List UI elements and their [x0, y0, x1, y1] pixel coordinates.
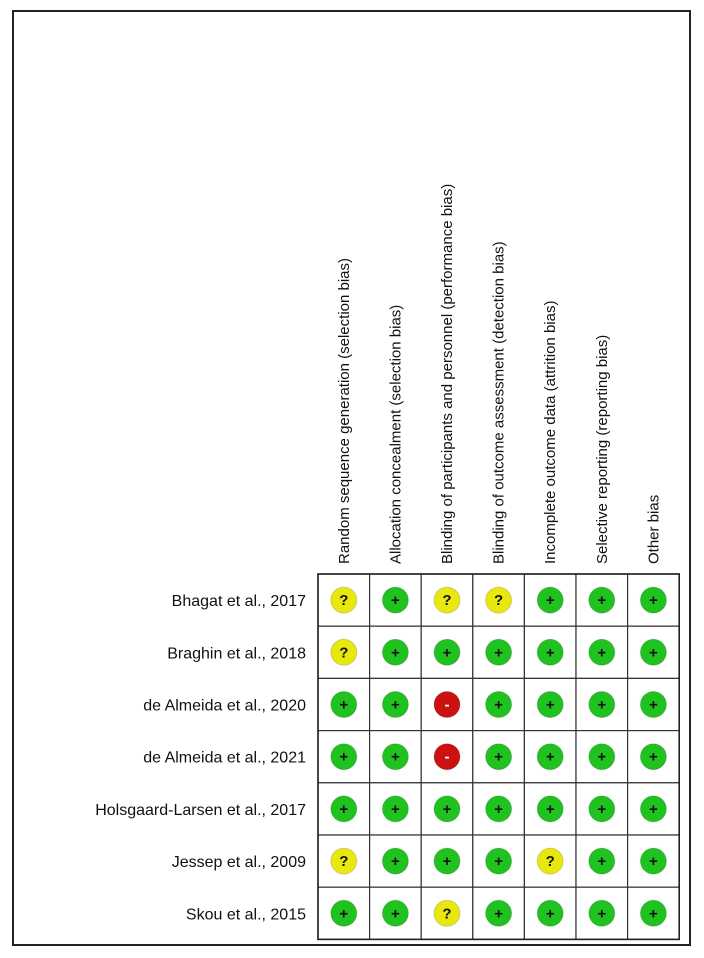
judgement-symbol: + — [649, 853, 658, 871]
judgement-symbol: + — [494, 644, 503, 662]
domain-label-6: Selective reporting (reporting bias) — [593, 334, 611, 564]
judgement-symbol: + — [597, 853, 607, 871]
judgement-symbol: + — [597, 905, 607, 923]
study-label-5: Holsgaard-Larsen et al., 2017 — [95, 801, 306, 819]
judgement-symbol: + — [391, 592, 400, 610]
judgement-symbol: + — [339, 905, 349, 923]
judgement-symbol: ? — [442, 592, 452, 610]
judgement-symbol: + — [649, 748, 658, 766]
judgement-symbol: + — [494, 800, 503, 818]
judgement-symbol: + — [597, 748, 607, 766]
judgement-symbol: + — [339, 696, 349, 714]
judgement-symbol: + — [597, 644, 607, 662]
judgement-symbol: + — [391, 696, 400, 714]
judgement-symbol: ? — [442, 905, 452, 923]
judgement-symbol: + — [649, 905, 658, 923]
judgement-symbol: + — [545, 644, 555, 662]
study-label-3: de Almeida et al., 2020 — [143, 697, 306, 715]
study-label-7: Skou et al., 2015 — [185, 906, 306, 924]
domain-labels — [336, 184, 663, 564]
judgement-symbol: + — [442, 800, 452, 818]
judgement-symbol: + — [649, 644, 658, 662]
judgement-symbol: ? — [494, 592, 504, 610]
judgement-symbol: - — [444, 696, 450, 714]
judgement-symbol: + — [545, 696, 555, 714]
study-label-4: de Almeida et al., 2021 — [143, 749, 306, 767]
judgement-symbol: + — [494, 696, 503, 714]
judgement-symbol: + — [494, 853, 503, 871]
judgement-symbol: + — [391, 800, 400, 818]
judgement-symbol: + — [391, 853, 400, 871]
judgement-symbol: + — [545, 748, 555, 766]
domain-label-1: Random sequence generation (selection bias) — [335, 257, 353, 564]
judgement-symbol: + — [649, 592, 658, 610]
judgement-symbol: ? — [339, 592, 349, 610]
study-label-6: Jessep et al., 2009 — [171, 854, 306, 872]
domain-label-2: Allocation concealment (selection bias) — [387, 304, 405, 564]
judgement-symbol: + — [597, 592, 607, 610]
study-labels — [95, 593, 306, 923]
judgement-symbol: + — [649, 800, 658, 818]
domain-label-3: Blinding of participants and personnel (performance bias) — [439, 183, 456, 564]
judgement-symbol: + — [494, 748, 503, 766]
judgement-symbol: + — [442, 644, 452, 662]
judgement-symbol: ? — [545, 853, 555, 871]
study-label-2: Braghin et al., 2018 — [167, 645, 306, 663]
judgement-symbol: + — [545, 592, 555, 610]
domain-label-7: Other bias — [645, 494, 663, 564]
judgement-symbol: + — [597, 696, 607, 714]
judgement-symbol: ? — [339, 853, 349, 871]
domain-label-4: Blinding of outcome assessment (detection bias) — [490, 241, 508, 564]
judgement-symbol: + — [545, 905, 555, 923]
domain-label-5: Incomplete outcome data (attrition bias) — [542, 300, 560, 564]
study-label-1: Bhagat et al., 2017 — [171, 593, 306, 611]
judgement-symbol: + — [391, 748, 400, 766]
judgement-symbol: + — [391, 644, 400, 662]
judgement-symbol: + — [649, 696, 658, 714]
judgement-symbol: + — [597, 800, 607, 818]
judgement-symbol: ? — [339, 644, 349, 662]
judgement-symbol: + — [339, 800, 349, 818]
judgement-symbol: + — [494, 905, 503, 923]
judgement-symbol: + — [545, 800, 555, 818]
judgement-symbol: + — [442, 853, 452, 871]
judgement-symbol: - — [444, 748, 450, 766]
judgement-grid — [318, 574, 679, 939]
judgement-symbol: + — [391, 905, 400, 923]
judgement-symbol: + — [339, 748, 349, 766]
